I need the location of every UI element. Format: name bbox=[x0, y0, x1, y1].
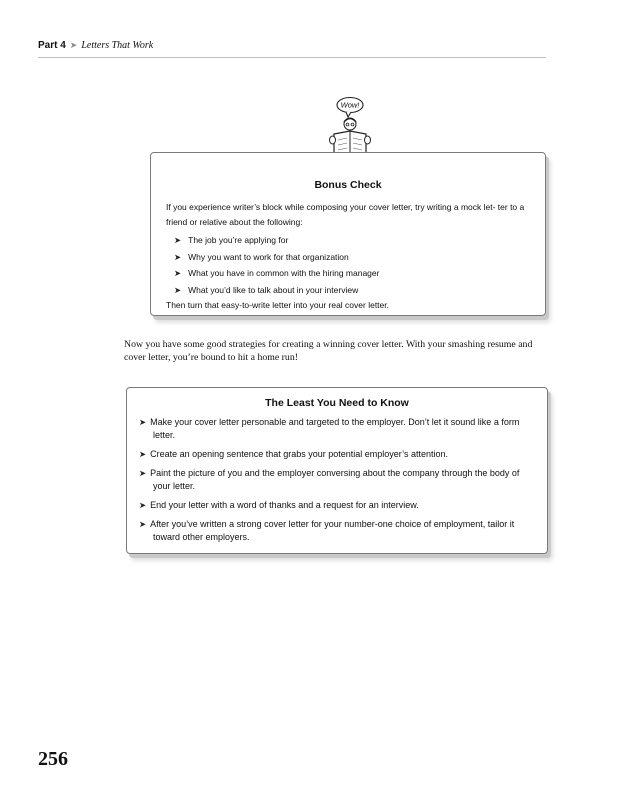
list-item-text: Make your cover letter personable and targeted to the employer. Don’t let it sound like a form letter. bbox=[150, 417, 520, 440]
arrow-icon: ➤ bbox=[174, 235, 182, 245]
list-item-text: What you have in common with the hiring manager bbox=[188, 268, 380, 278]
arrow-icon: ➤ bbox=[174, 268, 182, 278]
list-item bbox=[139, 448, 529, 461]
arrow-icon: ➤ bbox=[139, 468, 147, 478]
arrow-icon: ➤ bbox=[139, 519, 147, 529]
arrow-icon: ➤ bbox=[174, 251, 182, 262]
least-you-need-to-know-box bbox=[126, 387, 548, 554]
list-item bbox=[174, 249, 545, 266]
list-item-text: What you’d like to talk about in your interview bbox=[188, 284, 359, 295]
bonus-check-outro: Then turn that easy-to-write letter into your real cover letter. bbox=[166, 300, 389, 310]
list-item bbox=[139, 467, 529, 493]
bonus-check-list bbox=[151, 232, 545, 298]
least-box-title: The Least You Need to Know bbox=[265, 397, 409, 409]
list-item bbox=[139, 518, 529, 544]
list-item-text: Paint the picture of you and the employer conversing about the company through the body of your letter. bbox=[150, 468, 520, 491]
list-item-text: Why you want to work for that organization bbox=[188, 251, 349, 262]
list-item bbox=[174, 265, 545, 282]
bonus-check-intro: If you experience writer’s block while composing your cover letter, try writing a mock let- ter to a friend or relative about the following: bbox=[166, 202, 525, 227]
list-item bbox=[139, 416, 529, 442]
list-item bbox=[174, 282, 545, 299]
running-header bbox=[38, 40, 546, 58]
mascot-bubble-text: Wow! bbox=[340, 100, 360, 110]
list-item-text: Create an opening sentence that grabs your potential employer’s attention. bbox=[150, 449, 448, 459]
arrow-icon: ➤ bbox=[139, 417, 147, 427]
arrow-icon: ➤ bbox=[69, 40, 78, 50]
list-item bbox=[139, 499, 529, 512]
body-paragraph: Now you have some good strategies for creating a winning cover letter. With your smashing resume and cover letter, you’re bound to hit a home run! bbox=[124, 339, 533, 363]
arrow-icon: ➤ bbox=[139, 449, 147, 459]
chapter-title: Letters That Work bbox=[81, 40, 154, 51]
list-item-text: After you’ve written a strong cover letter for your number-one choice of employment, tailor it toward other employers. bbox=[150, 519, 515, 542]
bonus-check-title: Bonus Check bbox=[314, 179, 382, 191]
list-item bbox=[174, 232, 545, 249]
part-label: Part 4 bbox=[38, 40, 66, 51]
arrow-icon: ➤ bbox=[139, 500, 147, 510]
bonus-check-box bbox=[150, 152, 546, 316]
list-item-text: End your letter with a word of thanks and a request for an interview. bbox=[150, 500, 419, 510]
list-item-text: The job you’re applying for bbox=[188, 235, 289, 245]
arrow-icon: ➤ bbox=[174, 284, 182, 295]
least-box-list bbox=[127, 416, 547, 544]
page-number: 256 bbox=[38, 748, 68, 770]
